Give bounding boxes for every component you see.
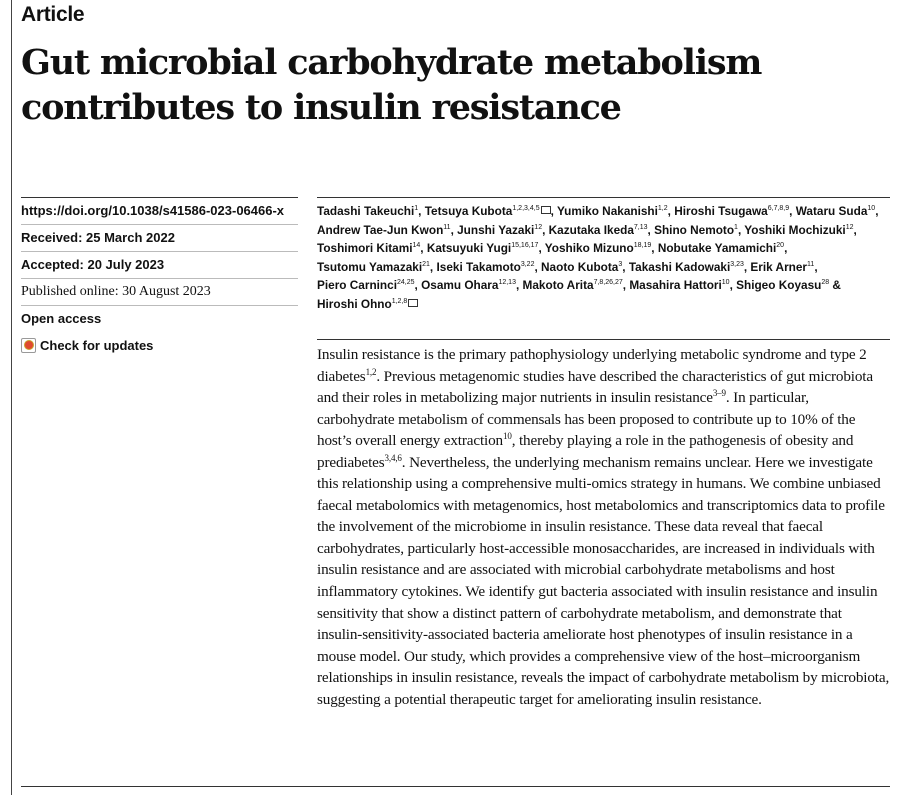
author-name[interactable] bbox=[421, 278, 516, 292]
author-separator: , bbox=[542, 222, 549, 237]
author-separator: , bbox=[729, 278, 737, 293]
author-name[interactable] bbox=[436, 260, 534, 274]
received-date: Received: 25 March 2022 bbox=[21, 225, 298, 252]
article-title: Gut microbial carbohydrate metabolism contributes to insulin resistance bbox=[21, 42, 762, 128]
author-affiliation: 12,13 bbox=[498, 279, 516, 287]
email-icon[interactable] bbox=[408, 299, 418, 307]
author-affiliation: 20 bbox=[776, 242, 785, 250]
citation-ref[interactable]: 3–9 bbox=[712, 388, 726, 399]
author-name[interactable] bbox=[744, 223, 853, 237]
author-separator: , bbox=[420, 241, 427, 256]
citation-ref[interactable]: 10 bbox=[502, 431, 512, 442]
author-affiliation: 10 bbox=[721, 279, 730, 287]
author-affiliation: 1,2 bbox=[657, 205, 668, 213]
author-separator: , bbox=[534, 259, 542, 274]
author-name[interactable] bbox=[457, 223, 542, 237]
abstract-text: . In particular, carbohydrate metabolism of commensals has been proposed to contribute up to 10% of the host’s overall energy extraction bbox=[317, 389, 856, 450]
section-label: Article bbox=[21, 3, 85, 26]
author-separator: , bbox=[515, 278, 523, 293]
author-separator: , bbox=[622, 259, 629, 274]
author-separator: , bbox=[667, 204, 675, 218]
author-name[interactable] bbox=[541, 260, 622, 274]
author-name[interactable] bbox=[736, 278, 829, 292]
abstract-text: . Previous metagenomic studies have described the characteristics of gut microbiota and their roles in metabolizing major nutrients in insulin resistance bbox=[317, 367, 873, 407]
author-affiliation: 1 bbox=[734, 223, 738, 231]
crossmark-icon bbox=[21, 338, 36, 353]
author-name[interactable] bbox=[523, 278, 623, 292]
author-name-text: Yoshiko Mizuno bbox=[544, 241, 634, 256]
author-affiliation: 12 bbox=[534, 223, 543, 231]
author-name[interactable] bbox=[654, 223, 738, 237]
author-name-text: Kazutaka Ikeda bbox=[548, 222, 634, 237]
author-name-text: Nobutake Yamamichi bbox=[657, 241, 777, 256]
author-name-text: Andrew Tae-Jun Kwon bbox=[317, 222, 444, 237]
author-name[interactable] bbox=[674, 204, 789, 218]
author-list bbox=[317, 197, 890, 314]
author-name-text: Katsuyuki Yugi bbox=[426, 241, 512, 256]
author-affiliation: 11 bbox=[807, 260, 815, 268]
author-name[interactable] bbox=[549, 223, 648, 237]
author-separator: , bbox=[743, 259, 751, 274]
author-name-text: Takashi Kadowaki bbox=[628, 259, 731, 274]
author-affiliation: 11 bbox=[443, 223, 451, 231]
author-affiliation: 7,8,26,27 bbox=[593, 279, 623, 287]
author-separator: , bbox=[622, 278, 630, 293]
author-name[interactable] bbox=[658, 241, 784, 255]
author-separator: , bbox=[784, 241, 788, 256]
author-affiliation: 24,25 bbox=[396, 279, 415, 287]
author-affiliation: 3,23 bbox=[730, 260, 744, 268]
author-affiliation: 10 bbox=[867, 205, 876, 213]
left-margin-rule bbox=[11, 0, 12, 795]
check-for-updates-label: Check for updates bbox=[40, 337, 154, 353]
author-name-text: Shino Nemoto bbox=[654, 222, 735, 237]
accepted-date: Accepted: 20 July 2023 bbox=[21, 252, 298, 279]
author-name-text: Tsutomu Yamazaki bbox=[317, 259, 423, 274]
author-affiliation: 15,16,17 bbox=[511, 242, 539, 250]
author-separator: , bbox=[414, 278, 422, 293]
author-separator: , bbox=[651, 241, 658, 256]
author-name-text: Hiroshi Tsugawa bbox=[674, 204, 768, 218]
author-name-text: Tadashi Takeuchi bbox=[317, 204, 415, 218]
author-name-text: Iseki Takamoto bbox=[436, 259, 521, 274]
abstract bbox=[317, 339, 890, 710]
bottom-rule bbox=[21, 786, 890, 787]
author-affiliation: 21 bbox=[422, 260, 430, 268]
author-name-text: Hiroshi Ohno bbox=[317, 296, 392, 311]
author-name-text: Makoto Arita bbox=[522, 278, 594, 293]
author-name-text: Shigeo Koyasu bbox=[736, 278, 822, 293]
author-name[interactable] bbox=[629, 260, 744, 274]
author-name-text: Wataru Suda bbox=[795, 204, 868, 218]
citation-ref[interactable]: 1,2 bbox=[365, 366, 377, 377]
author-separator: , bbox=[418, 204, 425, 218]
author-affiliation: 12 bbox=[845, 223, 854, 231]
author-name-text: Tetsuya Kubota bbox=[424, 204, 513, 218]
author-affiliation: 1 bbox=[414, 205, 419, 213]
author-name-text: Masahira Hattori bbox=[629, 278, 722, 293]
author-name[interactable] bbox=[317, 241, 420, 255]
author-affiliation: 7,13 bbox=[633, 223, 648, 231]
author-separator: , bbox=[450, 222, 458, 237]
author-separator: , bbox=[538, 241, 545, 256]
author-name-text: Piero Carninci bbox=[317, 278, 397, 293]
author-separator: , bbox=[647, 222, 655, 237]
author-separator: , bbox=[550, 204, 557, 218]
abstract-text: . Nevertheless, the underlying mechanism remains unclear. Here we investigate this relationship using a comprehensive multi-omics strategy in humans. We combine unbiased faecal metabolomics with metagenomics, host metabolomics and transcriptomics data to profile the involvement of the microbiome in insulin resistance. These data reveal that faecal carbohydrates, particularly host-accessible monosaccharides, are increased in individuals with insulin resistance and are associated with microbial carbohydrate metabolisms and host inflammatory cytokines. We identify gut bacteria associated with insulin resistance and insulin sensitivity that show a distinct pattern of carbohydrate metabolism, and demonstrate that insulin-sensitivity-associated bacteria ameliorate host phenotypes of insulin resistance in a mouse model. Our study, which provides a comprehensive view of the host–microorganism relationships in insulin resistance, reveals the impact of carbohydrate metabolism by microbiota, suggesting a potential therapeutic target for ameliorating insulin resistance. bbox=[317, 453, 890, 708]
open-access-label: Open access bbox=[21, 311, 102, 326]
author-name[interactable] bbox=[427, 241, 539, 255]
citation-ref[interactable]: 3,4,6 bbox=[384, 452, 402, 463]
doi-link[interactable]: https://doi.org/10.1038/s41586-023-06466-x bbox=[21, 198, 298, 225]
author-affiliation: 14 bbox=[412, 242, 421, 250]
author-name[interactable] bbox=[629, 278, 729, 292]
author-name[interactable] bbox=[545, 241, 651, 255]
author-name[interactable] bbox=[557, 204, 668, 218]
article-metadata bbox=[21, 197, 298, 358]
author-affiliation: 18,19 bbox=[633, 242, 652, 250]
author-name[interactable] bbox=[750, 260, 814, 274]
author-name[interactable] bbox=[317, 223, 451, 237]
author-name[interactable] bbox=[796, 204, 875, 218]
author-affiliation: 3,22 bbox=[520, 260, 535, 268]
author-separator: , bbox=[429, 259, 437, 274]
author-name[interactable] bbox=[317, 204, 418, 218]
author-affiliation: 1,2,3,4,5 bbox=[512, 205, 540, 213]
author-name[interactable] bbox=[317, 278, 415, 292]
author-separator: , bbox=[814, 259, 818, 274]
check-for-updates-button[interactable] bbox=[21, 332, 298, 358]
published-date: Published online: 30 August 2023 bbox=[21, 279, 298, 306]
author-affiliation: 1,2,8 bbox=[391, 298, 408, 306]
author-name-text: Yumiko Nakanishi bbox=[556, 204, 658, 218]
author-affiliation: 6,7,8,9 bbox=[767, 205, 790, 213]
author-name[interactable] bbox=[317, 297, 418, 311]
author-separator: , bbox=[789, 204, 796, 218]
author-separator: , bbox=[853, 222, 857, 237]
author-name[interactable] bbox=[425, 204, 551, 218]
author-name-text: Toshimori Kitami bbox=[317, 241, 413, 256]
author-affiliation: 28 bbox=[821, 279, 830, 287]
author-separator: & bbox=[829, 278, 841, 293]
author-separator: , bbox=[875, 204, 879, 218]
abstract-text: Insulin resistance is the primary pathophysiology underlying metabolic syndrome and type 2 diabetes bbox=[317, 346, 867, 385]
author-name-text: Junshi Yazaki bbox=[457, 222, 535, 237]
author-name-text: Yoshiki Mochizuki bbox=[744, 222, 846, 237]
author-affiliation: 3 bbox=[618, 260, 623, 268]
author-name-text: Osamu Ohara bbox=[421, 278, 499, 293]
email-icon[interactable] bbox=[541, 206, 551, 214]
author-name-text: Erik Arner bbox=[750, 259, 808, 274]
abstract-text: , thereby playing a role in the pathogenesis of obesity and prediabetes bbox=[317, 432, 854, 471]
author-separator: , bbox=[737, 222, 745, 237]
author-name[interactable] bbox=[317, 260, 430, 274]
author-name-text: Naoto Kubota bbox=[541, 259, 619, 274]
